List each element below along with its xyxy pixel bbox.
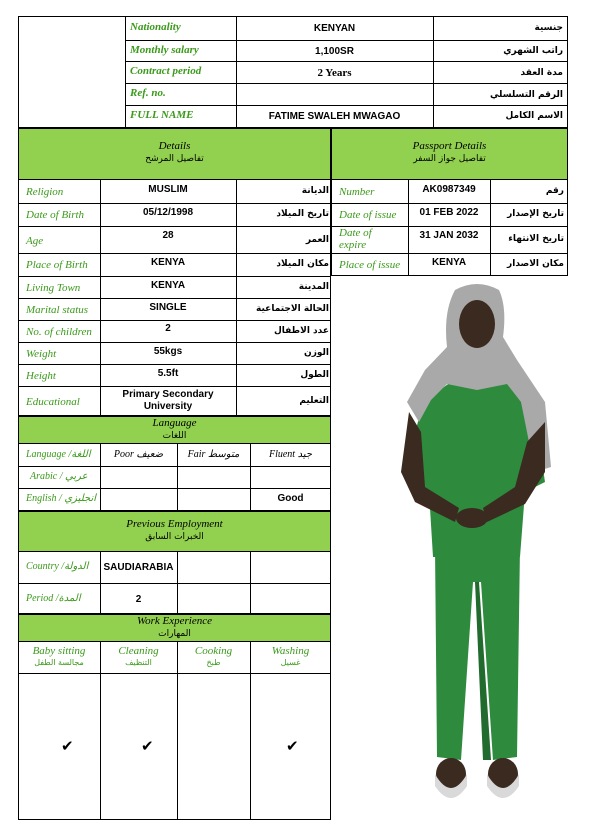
salary-value: 1,100SR (315, 46, 354, 57)
language-header-ar: اللغات (162, 431, 187, 441)
issue-place-value: KENYA (431, 257, 467, 268)
living-town-label: Living Town (26, 282, 81, 294)
passport-number-ar: رقم (545, 186, 564, 196)
marital-status-ar: الحالة الاجتماعية (256, 304, 329, 314)
nationality-ar: جنسية (534, 23, 563, 33)
contract-value: 2 Years (317, 67, 352, 79)
issue-date-ar: تاريخ الإصدار (507, 209, 564, 219)
english-label: English / انجليزي (26, 493, 97, 504)
dob-label: Date of Birth (26, 209, 85, 221)
baby-sitting-check: ✔ (61, 737, 74, 755)
dob-value: 05/12/1998 (142, 207, 194, 218)
expire-date-ar: تاريخ الانتهاء (508, 234, 564, 244)
english-level: Good (277, 493, 304, 504)
fullname-label: FULL NAME (130, 109, 194, 121)
skill-baby-sitting-ar: مجالسة الطفل (34, 658, 84, 667)
passport-header-ar: تفاصيل جواز السفر (413, 154, 486, 164)
employment-header-en: Previous Employment (126, 518, 223, 530)
skill-cooking-label: Cooking (194, 645, 233, 657)
children-label: No. of children (26, 326, 92, 338)
expire-date-value: 31 JAN 2032 (419, 230, 479, 241)
issue-date-value: 01 FEB 2022 (419, 207, 479, 218)
skill-washing-label: Washing (271, 645, 310, 657)
salary-label: Monthly salary (130, 44, 199, 56)
education-ar: التعليم (299, 396, 329, 406)
passport-number-value: AK0987349 (422, 184, 476, 195)
marital-status-label: Marital status (26, 304, 89, 316)
age-value: 28 (162, 230, 174, 241)
employment-header-ar: الخبرات السابق (145, 532, 204, 542)
children-value: 2 (165, 323, 171, 334)
height-value: 5.5ft (157, 368, 179, 379)
ref-label: Ref. no. (130, 87, 166, 99)
country-label: Country /الدولة (26, 561, 89, 572)
education-label: Educational (26, 396, 80, 408)
poor-header: Poor ضعيف (113, 449, 164, 460)
passport-header-en: Passport Details (412, 140, 487, 152)
fluent-header: Fluent جيد (268, 449, 313, 460)
fullname-value: FATIME SWALEH MWAGAO (268, 111, 401, 122)
skill-cleaning-label: Cleaning (118, 645, 159, 657)
age-ar: العمر (305, 235, 329, 245)
passport-number-label: Number (339, 186, 375, 198)
contract-label: Contract period (130, 65, 202, 77)
issue-place-label: Place of issue (339, 259, 401, 271)
language-col-label: Language /اللغة (26, 449, 91, 460)
experience-header-en: Work Experience (136, 615, 213, 627)
weight-label: Weight (26, 348, 57, 360)
height-label: Height (26, 370, 56, 382)
place-of-birth-ar: مكان الميلاد (276, 259, 329, 269)
language-header-en: Language (152, 417, 197, 429)
education-value: Primary Secondary University (122, 389, 214, 412)
fair-header: Fair متوسط (187, 449, 240, 460)
height-ar: الطول (300, 370, 329, 380)
ref-ar: الرقم التسلسلي (489, 90, 563, 100)
religion-ar: الديانة (301, 186, 329, 196)
marital-status-value: SINGLE (149, 302, 187, 313)
period-label: Period /المدة (26, 593, 81, 604)
age-label: Age (26, 235, 44, 247)
nationality-value: KENYAN (313, 23, 356, 34)
place-of-birth-label: Place of Birth (26, 259, 88, 271)
place-of-birth-value: KENYA (150, 257, 186, 268)
arabic-label: Arabic / عربي (30, 471, 88, 482)
salary-ar: راتب الشهري (503, 46, 563, 56)
washing-check: ✔ (286, 737, 299, 755)
country-value: SAUDIARABIA (103, 562, 174, 573)
issue-date-label: Date of issue (339, 209, 397, 221)
details-header-en: Details (158, 140, 191, 152)
issue-place-ar: مكان الاصدار (507, 259, 564, 269)
living-town-ar: المدينة (298, 282, 329, 292)
weight-ar: الوزن (304, 348, 329, 358)
skill-cooking-ar: طبخ (206, 658, 221, 667)
religion-label: Religion (26, 186, 64, 198)
weight-value: 55kgs (153, 346, 183, 357)
nationality-label: Nationality (130, 21, 181, 33)
contract-ar: مدة العقد (520, 68, 563, 78)
details-header-ar: تفاصيل المرشح (145, 154, 204, 164)
skill-washing-ar: غسيل (280, 658, 301, 667)
skill-baby-sitting-label: Baby sitting (32, 645, 86, 657)
religion-value: MUSLIM (148, 184, 188, 195)
experience-header-ar: المهارات (158, 629, 191, 639)
period-value: 2 (135, 594, 142, 605)
dob-ar: تاريخ الميلاد (276, 209, 329, 219)
cleaning-check: ✔ (141, 737, 154, 755)
fullname-ar: الاسم الكامل (505, 111, 563, 121)
living-town-value: KENYA (150, 280, 186, 291)
children-ar: عدد الاطفال (273, 326, 329, 336)
candidate-figure-icon (395, 282, 560, 814)
candidate-photo (395, 282, 560, 814)
skill-cleaning-ar: التنظيف (125, 658, 152, 667)
expire-date-label: Date of expire (339, 227, 372, 251)
